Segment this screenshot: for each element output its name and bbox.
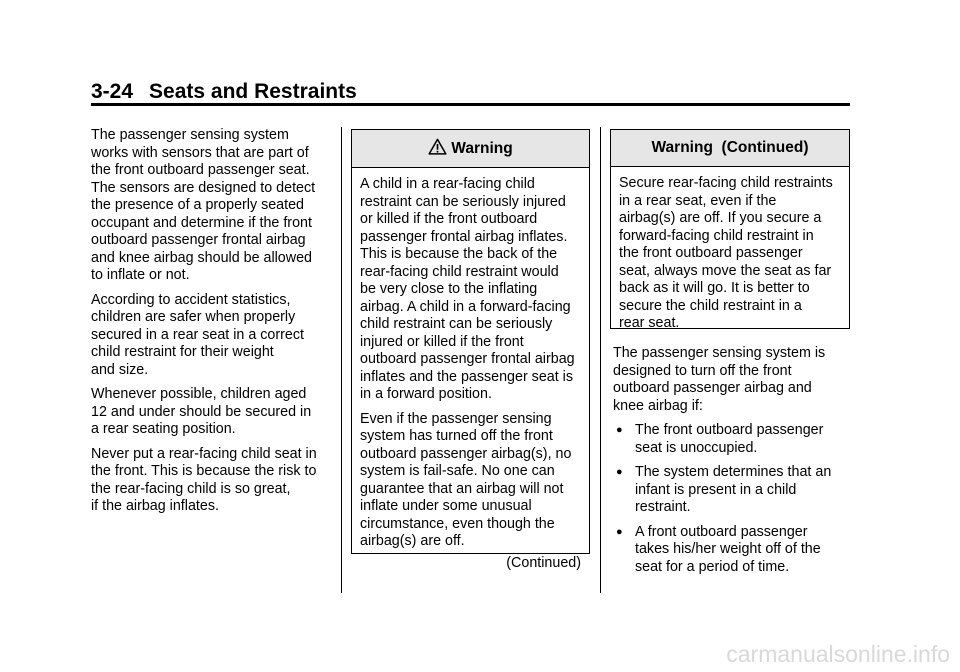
text-line: Secure rear-facing child restraints bbox=[619, 175, 833, 191]
column-1-text bbox=[91, 127, 331, 523]
warning-continued-title: Warning (Continued) bbox=[651, 139, 809, 157]
text-line: outboard passenger airbag(s), no bbox=[360, 445, 572, 462]
text-line: seat, always move the seat as far bbox=[619, 262, 832, 279]
text-line: injured or killed if the front bbox=[360, 333, 524, 350]
bullet-icon: ● bbox=[616, 525, 623, 538]
warning-title: Warning bbox=[451, 139, 513, 157]
text-line: inflate under some unusual bbox=[360, 498, 532, 514]
body-paragraph bbox=[91, 292, 331, 380]
text-line: Whenever possible, children aged bbox=[91, 386, 307, 402]
text-line: infant is present in a child bbox=[635, 481, 797, 498]
bullet-icon: ● bbox=[616, 466, 623, 478]
bullet-icon: ● bbox=[616, 424, 623, 436]
text-line: a rear seating position. bbox=[91, 421, 236, 437]
text-line: The passenger sensing system bbox=[91, 127, 289, 143]
text-line: system is fail-safe. No one can bbox=[360, 463, 555, 479]
text-line: seat for a period of time. bbox=[635, 558, 790, 575]
warning-paragraph bbox=[360, 411, 581, 551]
column-divider-right bbox=[600, 127, 601, 593]
text-line: The front outboard passenger bbox=[635, 422, 824, 438]
warning-box-header bbox=[352, 130, 589, 168]
text-line: or killed if the front outboard bbox=[360, 211, 538, 227]
text-line: restraint can be seriously injured bbox=[360, 193, 566, 210]
text-line: system has turned off the front bbox=[360, 428, 553, 444]
text-line: secure the child restraint in a bbox=[619, 297, 802, 314]
body-paragraph bbox=[91, 127, 331, 285]
bullet-item bbox=[613, 524, 853, 577]
text-line: rear seat. bbox=[619, 315, 680, 331]
text-line: children are safer when properly bbox=[91, 309, 296, 325]
text-line: the front outboard passenger seat. bbox=[91, 162, 310, 178]
text-line: child restraint can be seriously bbox=[360, 316, 553, 332]
text-line: forward-facing child restraint in bbox=[619, 227, 814, 244]
text-line: A child in a rear-facing child bbox=[360, 176, 535, 192]
text-line: outboard passenger frontal airbag bbox=[91, 232, 306, 248]
warning-continued-paragraph bbox=[619, 175, 841, 333]
warning-continued-body bbox=[611, 167, 849, 333]
text-line: the presence of a properly seated bbox=[91, 197, 305, 213]
text-line: takes his/her weight off of the bbox=[635, 541, 821, 557]
section-title: Seats and Restraints bbox=[149, 80, 357, 103]
warning-triangle-icon bbox=[428, 138, 447, 155]
text-line: passenger frontal airbag inflates. bbox=[360, 228, 568, 245]
text-line: According to accident statistics, bbox=[91, 291, 291, 308]
text-line: inflates and the passenger seat is bbox=[360, 368, 574, 385]
text-line: child restraint for their weight bbox=[91, 344, 274, 360]
text-line: The passenger sensing system is bbox=[613, 345, 826, 361]
text-line: A front outboard passenger bbox=[635, 523, 808, 540]
text-line: circumstance, even though the bbox=[360, 515, 555, 532]
text-line: the front outboard passenger bbox=[619, 245, 803, 261]
text-line: in a forward position. bbox=[360, 386, 492, 402]
header-rule bbox=[91, 103, 850, 106]
body-paragraph bbox=[91, 446, 331, 516]
warning-box-body bbox=[352, 168, 589, 572]
text-line: airbag(s) are off. If you secure a bbox=[619, 210, 822, 226]
text-line: designed to turn off the front bbox=[613, 362, 792, 379]
body-paragraph bbox=[91, 386, 331, 439]
warning-paragraphs bbox=[360, 176, 581, 551]
text-line: and knee airbag should be allowed bbox=[91, 249, 312, 266]
text-line: knee airbag if: bbox=[613, 397, 703, 414]
warning-box bbox=[351, 129, 590, 571]
text-line: outboard passenger frontal airbag bbox=[360, 351, 575, 367]
text-line: to inflate or not. bbox=[91, 267, 190, 283]
text-line: works with sensors that are part of bbox=[91, 144, 309, 161]
page-number: 3-24 bbox=[91, 80, 134, 103]
bullet-item bbox=[613, 422, 853, 457]
warning-paragraph bbox=[360, 176, 581, 404]
text-line: back as it will go. It is better to bbox=[619, 280, 810, 296]
text-line: if the airbag inflates. bbox=[91, 498, 219, 514]
watermark: carmanualsonline.info bbox=[726, 641, 950, 667]
bullet-text bbox=[635, 422, 853, 457]
text-line: The system determines that an bbox=[635, 464, 832, 480]
warning-continued-header bbox=[611, 130, 849, 167]
column-3-intro bbox=[613, 345, 853, 415]
text-line: occupant and determine if the front bbox=[91, 214, 312, 231]
warning-continued-box bbox=[610, 129, 850, 329]
text-line: Even if the passenger sensing bbox=[360, 410, 552, 427]
text-line: Never put a rear-facing child seat in bbox=[91, 445, 317, 462]
text-line: secured in a rear seat in a correct bbox=[91, 326, 304, 343]
text-line: airbag. A child in a forward-facing bbox=[360, 298, 571, 315]
bullet-list bbox=[613, 422, 853, 576]
text-line: rear-facing child restraint would bbox=[360, 263, 559, 280]
text-line: guarantee that an airbag will not bbox=[360, 480, 564, 497]
page-header bbox=[91, 80, 357, 104]
bullet-item bbox=[613, 464, 853, 517]
text-line: seat is unoccupied. bbox=[635, 439, 758, 456]
column-divider-left bbox=[341, 127, 342, 593]
text-line: airbag(s) are off. bbox=[360, 533, 465, 549]
text-line: the rear-facing child is so great, bbox=[91, 480, 291, 497]
text-line: The sensors are designed to detect bbox=[91, 179, 316, 196]
text-line: 12 and under should be secured in bbox=[91, 403, 312, 420]
column-3-text bbox=[613, 345, 853, 583]
text-line: and size. bbox=[91, 361, 149, 378]
text-line: restraint. bbox=[635, 499, 691, 515]
bullet-text bbox=[635, 464, 853, 517]
bullet-text bbox=[635, 524, 853, 577]
text-line: be very close to the inflating bbox=[360, 281, 538, 297]
text-line: This is because the back of the bbox=[360, 246, 558, 262]
text-line: the front. This is because the risk to bbox=[91, 463, 317, 479]
continued-label: (Continued) bbox=[506, 554, 581, 571]
text-line: outboard passenger airbag and bbox=[613, 380, 812, 396]
text-line: in a rear seat, even if the bbox=[619, 192, 777, 209]
